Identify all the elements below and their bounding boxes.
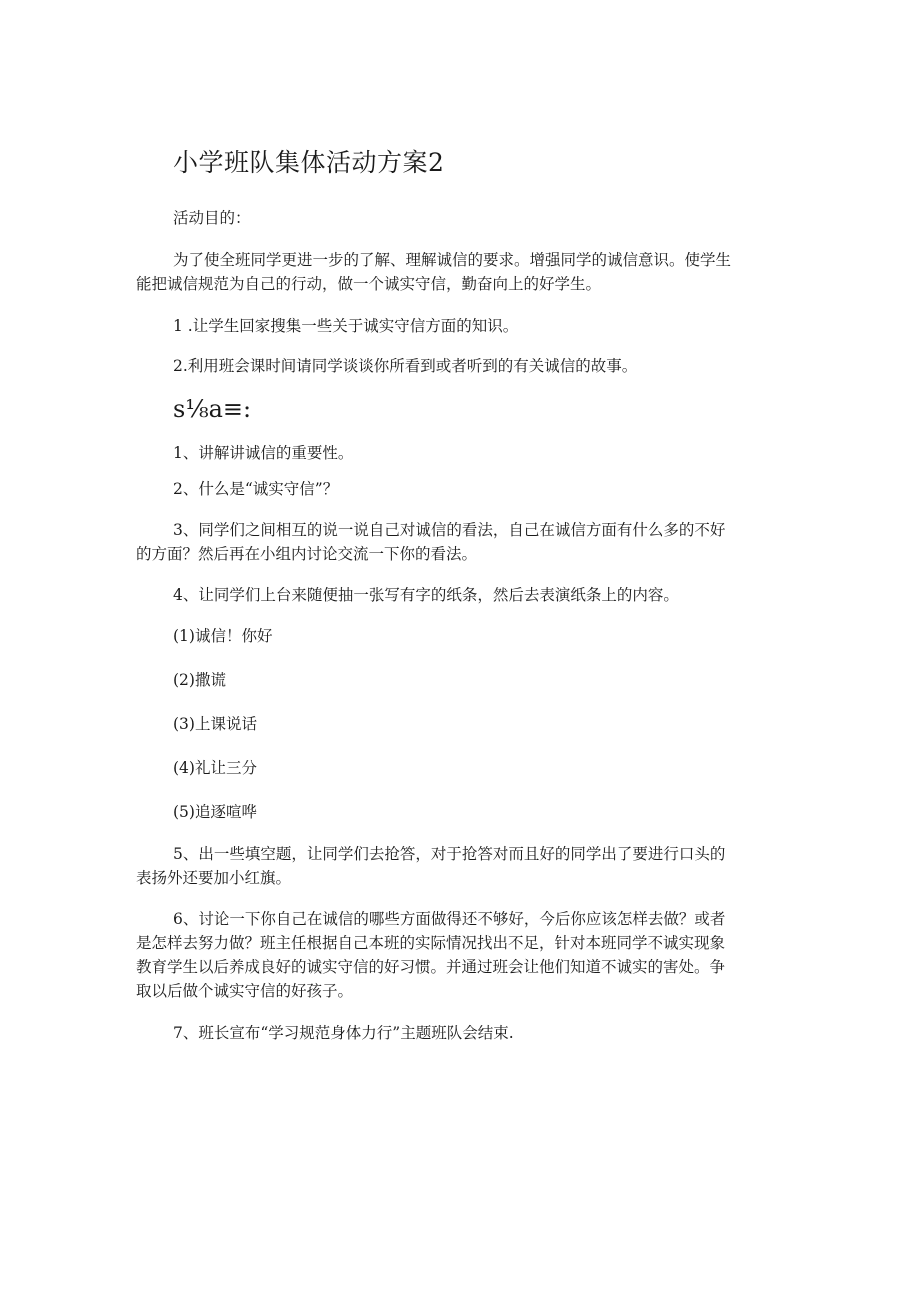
step-5-line-1: 5、出一些填空题，让同学们去抢答，对于抢答对而且好的同学出了要进行口头的: [173, 845, 726, 863]
list-item-3: (3)上课说话: [173, 715, 257, 733]
prep-item-1: 1 .让学生回家搜集一些关于诚实守信方面的知识。: [173, 317, 519, 335]
step-7: 7、班长宣布“学习规范身体力行”主题班队会结束.: [173, 1024, 514, 1042]
step-3-line-1: 3、同学们之间相互的说一说自己对诚信的看法，自己在诚信方面有什么多的不好: [173, 521, 726, 539]
step-6-paragraph: [136, 907, 786, 1003]
list-item-1: (1)诚信！你好: [173, 627, 273, 645]
step-5-paragraph: [136, 842, 786, 890]
step-4: 4、让同学们上台来随便抽一张写有字的纸条，然后去表演纸条上的内容。: [173, 586, 679, 604]
garbled-section-heading: s⅛a≡:: [173, 395, 252, 423]
step-6-line-4: 取以后做个诚实守信的好孩子。: [136, 982, 354, 1000]
step-6-line-2: 是怎样去努力做？班主任根据自己本班的实际情况找出不足，针对本班同学不诚实现象: [136, 934, 726, 952]
list-item-4: (4)礼让三分: [173, 759, 257, 777]
step-5-line-2: 表扬外还要加小红旗。: [136, 869, 292, 887]
step-1: 1、讲解讲诚信的重要性。: [173, 444, 354, 462]
list-item-5: (5)追逐喧哗: [173, 803, 257, 821]
prep-item-2: 2.利用班会课时间请同学谈谈你所看到或者听到的有关诚信的故事。: [173, 357, 638, 375]
list-item-2: (2)撒谎: [173, 671, 226, 689]
document-title: 小学班队集体活动方案2: [173, 148, 445, 177]
step-3-paragraph: [136, 518, 786, 566]
purpose-line-2: 能把诚信规范为自己的行动，做一个诚实守信，勤奋向上的好学生。: [136, 275, 602, 293]
purpose-line-1: 为了使全班同学更进一步的了解、理解诚信的要求。增强同学的诚信意识。使学生: [173, 251, 732, 269]
step-6-line-3: 教育学生以后养成良好的诚实守信的好习惯。并通过班会让他们知道不诚实的害处。争: [136, 958, 726, 976]
purpose-heading: 活动目的：: [173, 209, 251, 227]
purpose-paragraph: [136, 248, 786, 296]
step-2: 2、什么是“诚实守信”？: [173, 480, 339, 498]
step-3-line-2: 的方面？然后再在小组内讨论交流一下你的看法。: [136, 545, 478, 563]
step-6-line-1: 6、讨论一下你自己在诚信的哪些方面做得还不够好，今后你应该怎样去做？或者: [173, 910, 726, 928]
